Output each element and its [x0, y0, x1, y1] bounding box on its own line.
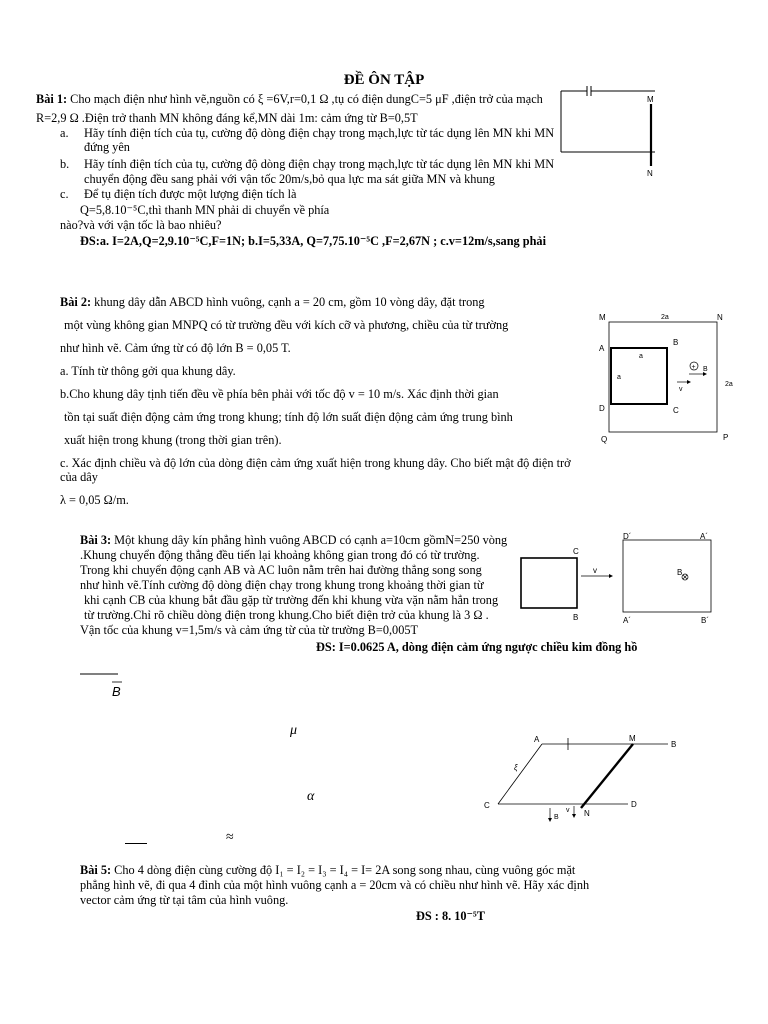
fig2-label-C: C: [673, 406, 679, 415]
bai1-circuit-figure: [555, 80, 675, 180]
stray-dash: [125, 843, 147, 844]
bai3-line5: khi cạnh CB của khung bắt đầu gặp từ trường đến khi khung vừa vặn nằm hẳn trong: [84, 593, 499, 607]
fig3-label-C: C: [573, 547, 579, 556]
bai5-line2: phẳng hình vẽ, đi qua 4 đỉnh của một hình vuông cạnh a = 20cm và có chiều như hình vẽ. Hãy xác định: [80, 878, 590, 892]
page-title: ĐỀ ÔN TẬP: [343, 72, 425, 88]
bai3-line4: như hình vẽ.Tính cường độ dòng điện chạy trong khung trong khoảng thời gian từ: [80, 578, 484, 592]
bai3-frame-figure: [515, 528, 725, 628]
bai1-line2: R=2,9 Ω .Điện trở thanh MN không đáng kể,MN dài 1m: cảm ứng từ B=0,5T: [36, 111, 418, 125]
fig3-label-D1: D´: [623, 532, 632, 541]
fig4-label-B-vector: B: [554, 814, 559, 821]
fig3-label-v: v: [593, 566, 597, 575]
bai3-answer: ĐS: I=0.0625 A, dòng điện cảm ứng ngược chiều kim đồng hồ: [316, 640, 638, 654]
fig4-label-xi: ξ: [514, 763, 518, 772]
fig2-label-v: v: [679, 386, 683, 393]
bai2-a: a. Tính từ thông gởi qua khung dây.: [60, 364, 236, 378]
bai2-field-figure: [595, 308, 745, 448]
fig2-label-plus: +: [691, 364, 696, 371]
stray-b-vector: [78, 668, 128, 702]
fig4-label-A: A: [534, 735, 540, 744]
fig2-label-Q: Q: [601, 435, 608, 444]
bai3-line7: Vận tốc của khung v=1,5m/s và cảm ứng từ của từ trường B=0,005T: [80, 623, 418, 637]
fig1-label-N: N: [647, 169, 653, 178]
fig2-label-N: N: [717, 313, 723, 322]
fig4-label-M: M: [629, 734, 636, 743]
bai1-label: Bài 1:: [36, 92, 68, 106]
bai2-b-line2: tồn tại suất điện động cảm ứng trong khung; tính độ lớn suất điện động cảm ứng trung bình: [64, 410, 513, 424]
bai2-c-line1: c. Xác định chiều và độ lớn của dòng điện cảm ứng xuất hiện trong khung dây. Cho biết mật độ điện trở: [60, 456, 571, 470]
fig3-label-B1: B´: [701, 616, 709, 625]
fig3-label-A2: A´: [623, 616, 631, 625]
bai1-b-mark: b.: [60, 157, 70, 171]
stray-label-B: B: [112, 684, 121, 699]
bai3-line6: từ trường.Chỉ rõ chiều dòng điện trong khung.Cho biết điện trở của khung là 3 Ω .: [84, 608, 489, 622]
bai5-line1: Bài 5: Cho 4 dòng điện cùng cường độ I₁ = I₂ = I₃ = I₄ = I= 2A song song nhau, cùng vuông góc mặt: [80, 863, 576, 877]
bai2-b-line3: xuất hiện trong khung (trong thời gian trên).: [64, 433, 282, 447]
bai1-c-line3: nào?và với vận tốc là bao nhiêu?: [60, 218, 222, 232]
bai1-b-line2: chuyển động đều sang phải với vận tốc 20m/s,bỏ qua lực ma sát giữa MN và khung: [84, 172, 495, 186]
bai3-line2: .Khung chuyển động thẳng đều tiến lại khoảng không gian trong đó có từ trường.: [80, 548, 480, 562]
fig2-label-a-top: a: [639, 353, 643, 360]
fig3-label-B: B: [573, 613, 579, 622]
fig2-label-B: B: [673, 338, 679, 347]
bai1-b-line1: Hãy tính điện tích của tụ, cường độ dòng điện chạy trong mạch,lực từ tác dụng lên MN khi MN: [84, 157, 555, 171]
rail-figure: [478, 726, 698, 831]
bai1-a-mark: a.: [60, 126, 69, 140]
fig2-label-2a-top: 2a: [661, 314, 669, 321]
bai5-line3: vector cảm ứng từ tại tâm của hình vuông.: [80, 893, 289, 907]
fig2-label-D: D: [599, 404, 605, 413]
fig2-label-B-vector: B: [703, 366, 708, 373]
bai3-line1: Bài 3: Một khung dây kín phẳng hình vuông ABCD có cạnh a=10cm gồmN=250 vòng: [80, 533, 508, 547]
fig2-label-2a-right: 2a: [725, 381, 733, 388]
bai2-c-line2: của dây: [60, 470, 98, 484]
bai1-c-line1: Để tụ điện tích được một lượng điện tích là: [84, 187, 297, 201]
bai1-answer: ĐS:a. I=2A,Q=2,9.10⁻⁵C,F=1N; b.I=5,33A, Q=7,75.10⁻⁵C ,F=2,67N ; c.v=12m/s,sang phải: [80, 234, 546, 248]
bai3-label: Bài 3:: [80, 533, 112, 547]
bai1-line1: Bài 1: Cho mạch điện như hình vẽ,nguồn có ξ =6V,r=0,1 Ω ,tụ có điện dungC=5 μF ,điện trở của mạch: [36, 92, 543, 106]
bai2-line2: một vùng không gian MNPQ có từ trường đều với kích cỡ và phương, chiều của từ trường: [64, 318, 509, 332]
bai2-label: Bài 2:: [60, 295, 92, 309]
stray-approx: ≈: [226, 830, 234, 845]
bai1-c-line2: Q=5,8.10⁻⁵C,thì thanh MN phải di chuyển về phía: [80, 203, 330, 217]
fig4-label-B: B: [671, 740, 677, 749]
bai1-a-line2: đứng yên: [84, 140, 130, 154]
bai2-b-line1: b.Cho khung dây tịnh tiến đều về phía bên phải với tốc độ v = 10 m/s. Xác định thời gian: [60, 387, 499, 401]
fig3-label-B-vector: B: [677, 568, 683, 577]
stray-mu: μ: [290, 723, 298, 738]
fig4-label-C: C: [484, 801, 490, 810]
fig1-label-M: M: [647, 95, 654, 104]
fig4-label-v: v: [566, 807, 570, 814]
stray-alpha: α: [307, 789, 315, 804]
bai5-answer: ĐS : 8. 10⁻⁵T: [416, 909, 485, 923]
bai2-line3: như hình vẽ. Cảm ứng từ có độ lớn B = 0,05 T.: [60, 341, 291, 355]
bai3-line3: Trong khi chuyển động cạnh AB và AC luôn nằm trên hai đường thẳng song song: [80, 563, 482, 577]
fig2-label-M: M: [599, 313, 606, 322]
fig2-label-A: A: [599, 344, 605, 353]
bai1-c-mark: c.: [60, 187, 69, 201]
fig4-label-N: N: [584, 809, 590, 818]
bai2-c-line3: λ = 0,05 Ω/m.: [60, 493, 129, 507]
bai2-line1: Bài 2: khung dây dẫn ABCD hình vuông, cạnh a = 20 cm, gồm 10 vòng dây, đặt trong: [60, 295, 485, 309]
bai5-label: Bài 5:: [80, 863, 112, 877]
fig4-label-D: D: [631, 800, 637, 809]
fig3-label-A1: A´: [700, 532, 708, 541]
fig2-label-a-left: a: [617, 374, 621, 381]
fig2-label-P: P: [723, 433, 729, 442]
bai1-a-line1: Hãy tính điện tích của tụ, cường độ dòng điện chạy trong mạch,lực từ tác dụng lên MN khi MN: [84, 126, 555, 140]
